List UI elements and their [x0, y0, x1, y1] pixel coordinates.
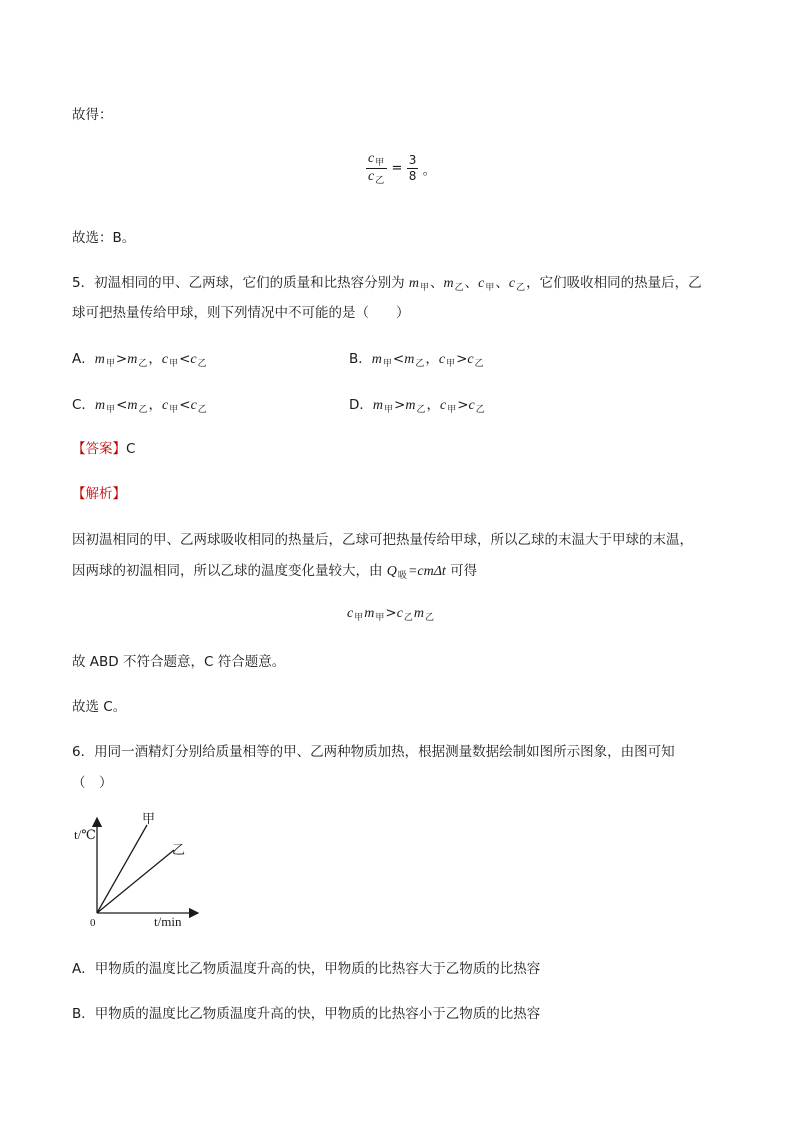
answer-tag: 【答案】 — [72, 441, 126, 457]
q5-stem-line1: 5．初温相同的甲、乙两球，它们的质量和比热容分别为 $m_甲$、$m_乙$、$c_甲$、$c_乙$，它们吸收相同的热量后，乙 — [72, 275, 702, 293]
q6-option-a[interactable]: A．甲物质的温度比乙物质温度升高的快，甲物质的比热容大于乙物质的比热容 — [72, 961, 541, 977]
analysis-line2: 因两球的初温相同，所以乙球的温度变化量较大，由 $Q_吸=cm\Delta t$ 可得 — [72, 563, 478, 581]
ratio-equation: $\frac{c_甲}{c_乙}$ = $\frac{3}{8}$ 。 — [368, 151, 437, 186]
analysis-conclusion: 故 ABD 不符合题意，C 符合题意。 — [72, 654, 286, 670]
therefore-text: 故得： — [72, 107, 113, 123]
q5-stem-line2: 球可把热量传给甲球，则下列情况中不可能的是（ ） — [72, 305, 410, 321]
line-jia-label: 甲 — [142, 811, 156, 826]
q6-option-b[interactable]: B．甲物质的温度比乙物质温度升高的快，甲物质的比热容小于乙物质的比热容 — [72, 1006, 541, 1022]
q5-option-c[interactable]: C．$m_甲<m_乙$，$c_甲<c_乙$ — [72, 397, 207, 415]
y-axis-label: t/℃ — [74, 827, 96, 842]
q6-temperature-graph — [70, 808, 210, 938]
x-axis-label: t/min — [154, 914, 182, 929]
line-yi — [97, 850, 174, 913]
line-jia — [97, 825, 147, 913]
analysis-inequality: $c_甲m_甲>c_乙m_乙$ — [347, 605, 435, 623]
analysis-final-choice: 故选 C。 — [72, 699, 127, 715]
previous-choice: 故选：B。 — [72, 230, 136, 246]
q6-stem-line2: （ ） — [72, 775, 113, 791]
ratio-fraction-c: $\frac{c_甲}{c_乙}$ — [366, 151, 387, 186]
q5-option-d[interactable]: D．$m_甲>m_乙$，$c_甲>c_乙$ — [349, 397, 485, 415]
answer-line — [72, 437, 135, 457]
q5-option-b[interactable]: B．$m_甲<m_乙$，$c_甲>c_乙$ — [349, 351, 484, 369]
analysis-tag: 【解析】 — [72, 486, 126, 502]
q5-option-a[interactable]: A．$m_甲>m_乙$，$c_甲<c_乙$ — [72, 351, 207, 369]
line-yi-label: 乙 — [172, 842, 186, 857]
ratio-fraction-value: $\frac{3}{8}$ — [408, 153, 417, 183]
q6-stem-line1: 6．用同一酒精灯分别给质量相等的甲、乙两种物质加热，根据测量数据绘制如图所示图象，由图可知 — [72, 744, 675, 760]
answer-value: C — [126, 441, 136, 457]
analysis-line1: 因初温相同的甲、乙两球吸收相同的热量后，乙球可把热量传给甲球，所以乙球的末温大于甲球的末温， — [72, 532, 693, 548]
origin-label: 0 — [90, 917, 96, 929]
